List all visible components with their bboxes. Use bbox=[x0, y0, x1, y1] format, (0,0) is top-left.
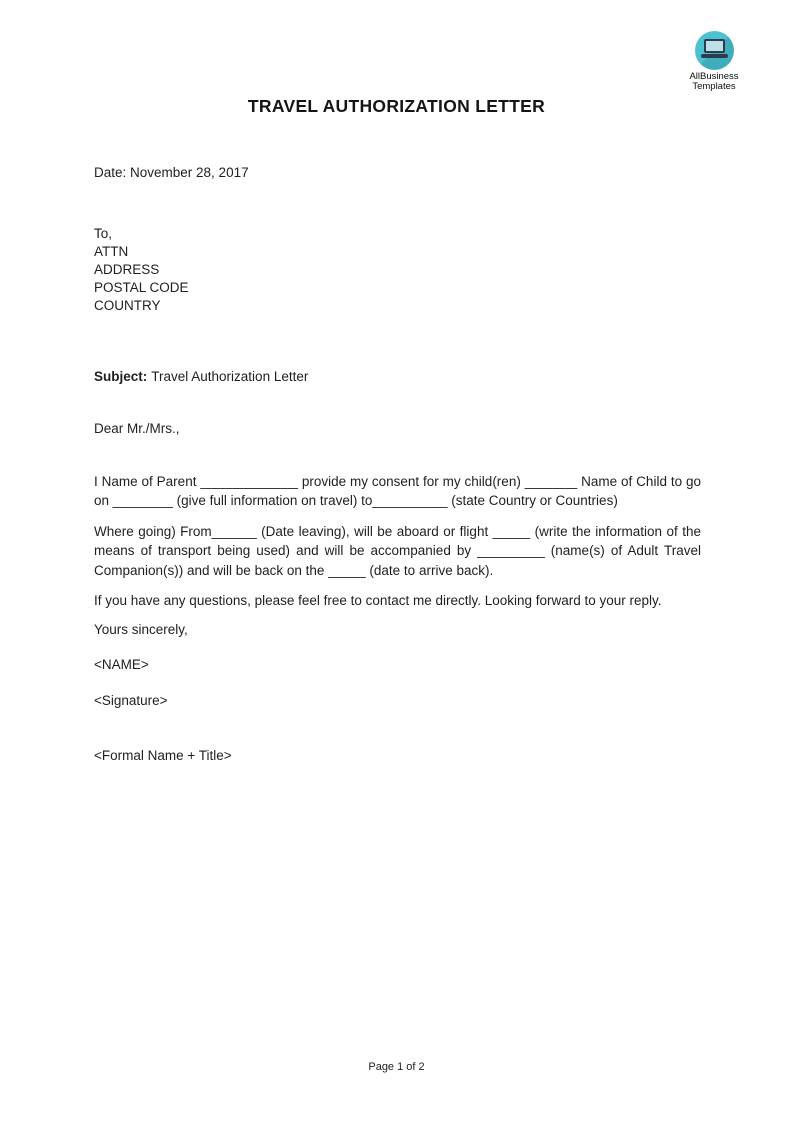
allbusiness-logo-icon bbox=[695, 31, 734, 70]
document-title: TRAVEL AUTHORIZATION LETTER bbox=[247, 96, 546, 116]
page-number: Page 1 of 2 bbox=[368, 1061, 425, 1073]
subject-line bbox=[94, 368, 308, 386]
logo bbox=[682, 31, 746, 92]
recipient-block bbox=[94, 225, 189, 315]
body-paragraph-contact: If you have any questions, please feel free to contact me directly. Looking forward to your reply. bbox=[94, 593, 662, 608]
recipient-line-attn: ATTN bbox=[94, 244, 129, 259]
signature-formal-title-placeholder: <Formal Name + Title> bbox=[94, 748, 232, 763]
recipient-line-to: To, bbox=[94, 226, 113, 241]
closing: Yours sincerely, bbox=[94, 622, 188, 637]
signature-name-placeholder: <NAME> bbox=[94, 657, 149, 672]
salutation: Dear Mr./Mrs., bbox=[94, 421, 180, 436]
body-paragraph-consent: I Name of Parent _____________ provide my consent for my child(ren) _______ Name of Child to go on ________ (give full information on travel) to__________ (state Country or Countries) bbox=[94, 474, 701, 509]
laptop-screen bbox=[704, 39, 725, 53]
subject-label: Subject: bbox=[94, 369, 148, 384]
logo-text bbox=[682, 72, 746, 92]
signature-placeholder: <Signature> bbox=[94, 693, 168, 708]
logo-text-line1: AllBusiness bbox=[689, 71, 739, 82]
laptop-base bbox=[701, 54, 728, 58]
date-line: Date: November 28, 2017 bbox=[94, 165, 249, 180]
laptop-icon bbox=[695, 39, 734, 58]
recipient-line-postal-code: POSTAL CODE bbox=[94, 280, 189, 295]
recipient-line-address: ADDRESS bbox=[94, 262, 160, 277]
subject-text: Travel Authorization Letter bbox=[151, 369, 309, 384]
logo-text-line2: Templates bbox=[692, 81, 736, 92]
body-paragraph-travel-details: Where going) From______ (Date leaving), will be aboard or flight _____ (write the information of the means of transport being used) and will be accompanied by _________ (name(s) of Adult Travel Companion(s)) and will be back on the _____ (date to arrive back). bbox=[94, 524, 701, 578]
recipient-line-country: COUNTRY bbox=[94, 298, 161, 313]
